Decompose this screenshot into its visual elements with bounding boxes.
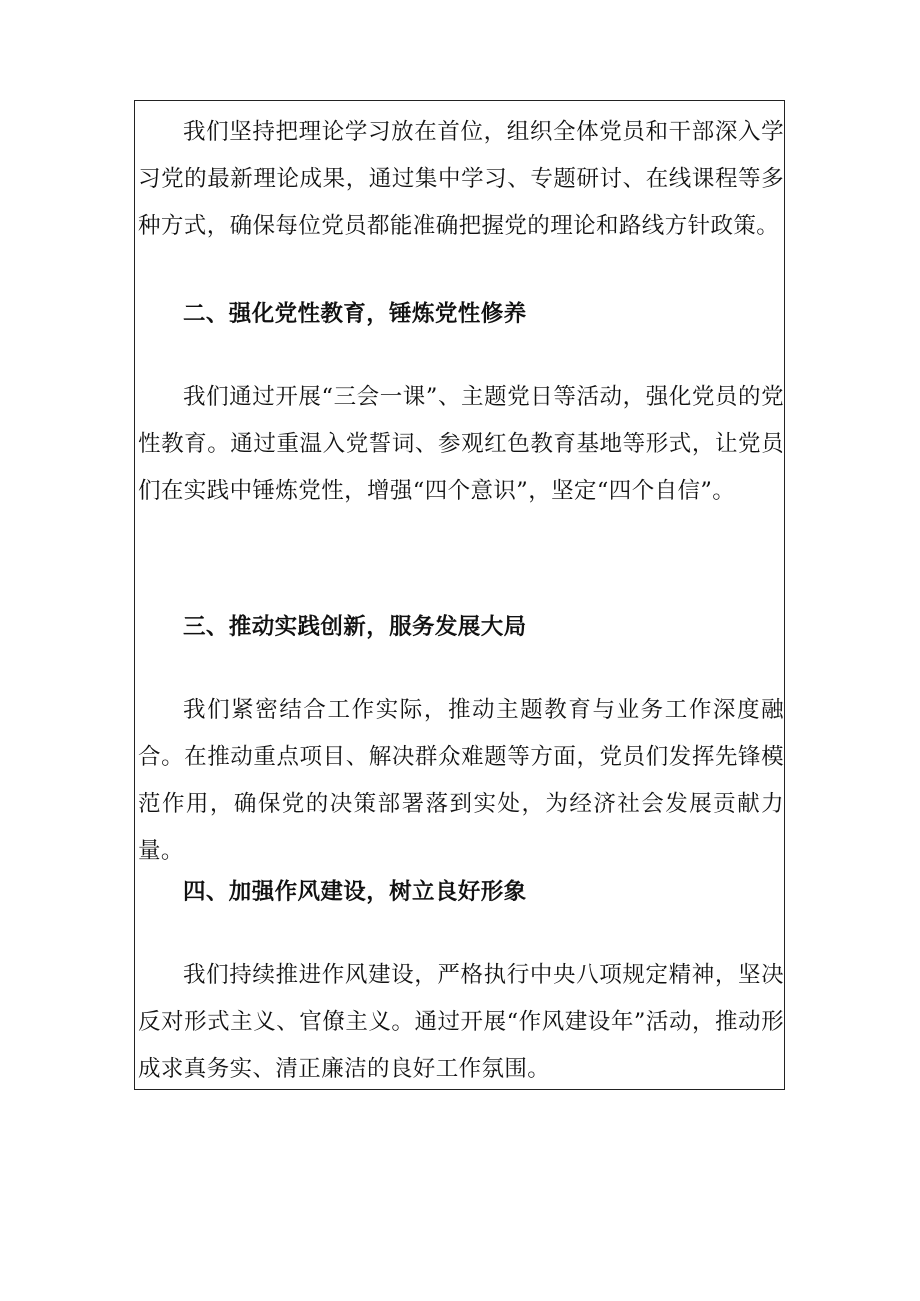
content-table-cell [134, 100, 785, 1090]
paragraph-party-education: 我们通过开展“三会一课”、主题党日等活动，强化党员的党性教育。通过重温入党誓词、参观红色教育基地等形式，让党员们在实践中锤炼党性，增强“四个意识”，坚定“四个自信”。 [138, 384, 784, 504]
paragraph-theory-study: 我们坚持把理论学习放在首位，组织全体党员和干部深入学习党的最新理论成果，通过集中学习、专题研讨、在线课程等多种方式，确保每位党员都能准确把握党的理论和路线方针政策。 [138, 119, 784, 239]
paragraph-work-style: 我们持续推进作风建设，严格执行中央八项规定精神，坚决反对形式主义、官僚主义。通过开展“作风建设年”活动，推动形成求真务实、清正廉洁的良好工作氛围。 [138, 962, 784, 1082]
paragraph-practice-innovation: 我们紧密结合工作实际，推动主题教育与业务工作深度融合。在推动重点项目、解决群众难题等方面，党员们发挥先锋模范作用，确保党的决策部署落到实处，为经济社会发展贡献力量。 [138, 697, 784, 864]
heading-work-style: 四、加强作风建设，树立良好形象 [183, 879, 527, 905]
heading-practice-innovation: 三、推动实践创新，服务发展大局 [183, 614, 527, 640]
heading-party-education: 二、强化党性教育，锤炼党性修养 [183, 301, 527, 327]
